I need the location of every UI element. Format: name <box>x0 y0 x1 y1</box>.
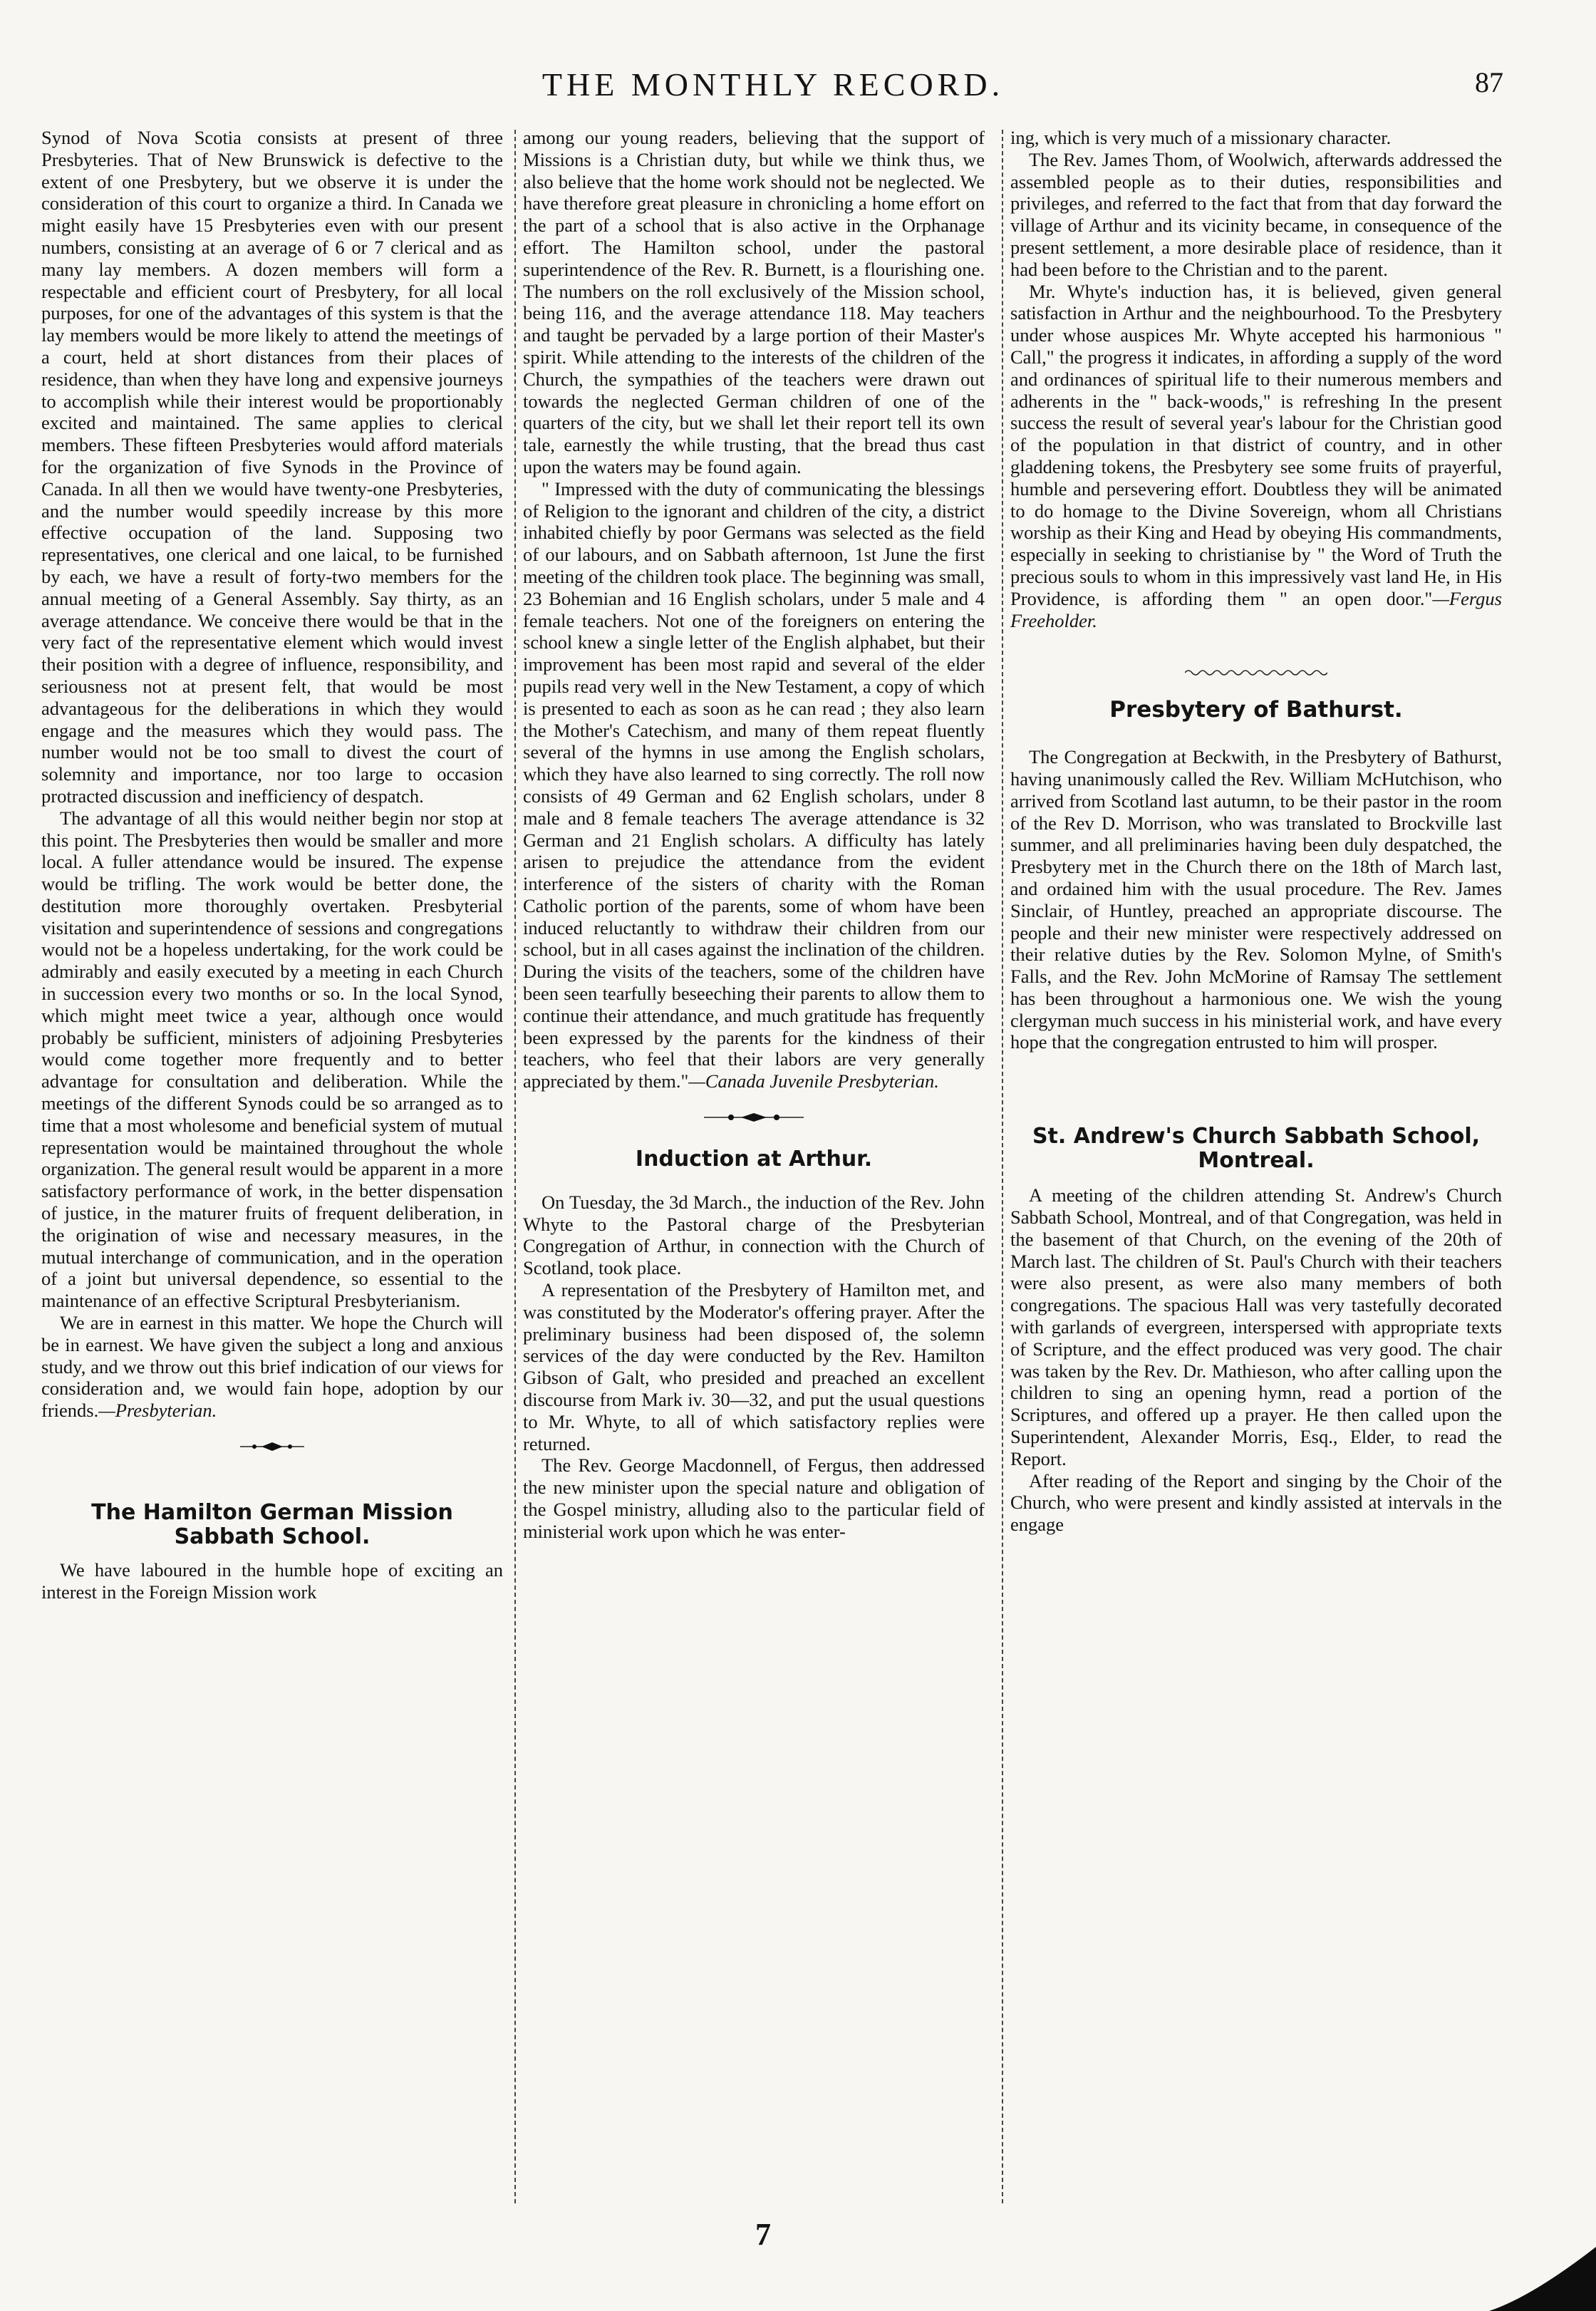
column-divider <box>1002 130 1003 2203</box>
article-paragraph: Synod of Nova Scotia consists at present of three Presbyteries. That of New Brunswick is defective to the extent of one Presbytery, but we observe it is under the consideration of this court to organize a third. In Canada we might easily have 15 Presbyteries even with our present numbers, consisting at an average of 6 or 7 clerical and as many lay members. A dozen members will form a respectable and efficient court of Presbytery, for all local purposes, for one of the advantages of this system is that the lay members would be more likely to attend the meetings of a court, held at short distances from their places of residence, than when they have long and expensive journeys to accomplish while their interest would be proportionably excited and maintained. The same applies to clerical members. These fifteen Presbyteries would afford materials for the organization of five Synods in the Province of Canada. In all then we would have twenty-one Presbyteries, and the number would speedily increase by this more effective occupation of the land. Supposing two representatives, one clerical and one laical, to be furnished by each, we have a result of forty-two members for the annual meeting of a General Assembly. Say thirty, as an average attendance. We conceive there would be that in the very fact of the representative element which would invest their position with a degree of influence, responsibility, and seriousness not at present felt, that would be most advantageous for the deliberations in which they would engage and the measures which they would pass. The number would not be too small to divest the court of solemnity and importance, nor too large to occasion protracted discussion and inefficiency of despatch. <box>41 127 503 807</box>
article-paragraph <box>523 478 985 1092</box>
article-paragraph: ing, which is very much of a missionary character. <box>1010 127 1392 148</box>
article-heading: St. Andrew's Church Sabbath School, Montreal. <box>1032 1124 1481 1174</box>
column-divider <box>514 130 516 2203</box>
section-ornament <box>523 1107 985 1129</box>
article-paragraph: The Rev. George Macdonnell, of Fergus, then addressed the new minister upon the special nature and obligation of the Gospel ministry, alluding also to the particular field of ministerial work upon which he was enter- <box>523 1454 985 1542</box>
article-paragraph <box>1010 281 1502 632</box>
article-paragraph: The advantage of all this would neither begin nor stop at this point. The Presbyteries then would be smaller and more local. A fuller attendance would be insured. The expense would be trifling. The work would be better done, the destitution more thoroughly overtaken. Presbyterial visitation and superintendence of sessions and congregations would not be a hopeless undertaking, for the work could be admirably and easily executed by a meeting in each Church in succession every two months or so. In the local Synod, which might meet twice a year, although once would probably be sufficient, ministers of adjoining Presbyteries would come together more frequently and to better advantage for consultation and deliberation. While the meetings of the different Synods could be so arranged as to time that a most wholesome and beneficial system of mutual representation would be maintained throughout the whole organization. The general result would be apparent in a more satisfactory performance of work, in the better dispensation of justice, in the maturer fruits of frequent deliberation, in the origination of wise and necessary measures, in the mutual interchange of communication, and in the operation of a joint but universal dependence, so essential to the maintenance of an effective Scriptural Presbyterianism. <box>41 807 503 1312</box>
source-credit: —Canada Juvenile Presbyterian. <box>688 1070 939 1092</box>
article-paragraph: After reading of the Report and singing by the Choir of the Church, who were present and kindly assisted at intervals in the engage <box>1010 1469 1502 1536</box>
paragraph-text: Mr. Whyte's induction has, it is believed, given general satisfaction in Arthur and the neighbourhood. To the Presbytery under whose auspices Mr. Whyte accepted his harmonious " Call," the progress it indicates, in affording a supply of the word and ordinances of spiritual life to their numerous members and adherents in the " back-woods," is refreshing In the present success the result of several year's labour for the Christian good of the population in that district of country, and in other gladdening tokens, the Presbytery see some fruits of prayerful, humble and persevering effort. Doubtless they will be animated to do homage to the Divine Sovereign, whom all Christians worship as their King and Head by obeying His commandments, especially in seeking to christianise by " the Word of Truth the precious souls to whom in this impressively vast land He, in His Providence, is affording them " an open door." <box>1010 280 1502 609</box>
source-credit: —Fergus Freeholder. <box>1010 587 1502 631</box>
source-credit: —Presbyterian. <box>98 1400 217 1422</box>
article-heading: The Hamilton German Mission Sabbath School. <box>91 1499 453 1549</box>
ornament-icon <box>240 1442 304 1452</box>
article-paragraph: A meeting of the children attending St. Andrew's Church Sabbath School, Montreal, and of that Congregation, was held in the basement of that Church, on the evening of the 20th of March last. The children of St. Paul's Church with their teachers were also present, as were also many members of both congregations. The spacious Hall was very tastefully decorated with garlands of evergreen, interspersed with appropriate texts of Scripture, and the effect produced was very good. The chair was taken by the Rev. Dr. Mathieson, who after calling upon the children to sing an opening hymn, read a portion of the Scriptures, and offered up a prayer. He then called upon the Superintendent, Alexander Morris, Esq., Elder, to read the Report. <box>1010 1184 1502 1469</box>
article-heading: Presbytery of Bathurst. <box>1109 697 1403 723</box>
article-paragraph: A representation of the Presbytery of Hamilton met, and was constituted by the Moderator's offering prayer. After the preliminary business had been disposed of, the solemn services of the day were conducted by the Rev. Hamilton Gibson of Galt, who presided and preached an excellent discourse from Mark iv. 30—32, and put the usual questions to Mr. Whyte, to all of which satisfactory replies were returned. <box>523 1279 985 1454</box>
paragraph-text: We are in earnest in this matter. We hope the Church will be in earnest. We have given the subject a long and anxious study, and we throw out this brief indication of our views for consideration and, we would fain hope, adoption by our friends. <box>41 1312 503 1422</box>
article-paragraph: On Tuesday, the 3d March., the induction of the Rev. John Whyte to the Pastoral charge of the Presbyterian Congregation of Arthur, in connection with the Church of Scotland, took place. <box>523 1191 985 1279</box>
page-curl-icon <box>1489 2247 1596 2311</box>
page-header <box>43 66 1503 108</box>
article-paragraph <box>41 1312 503 1422</box>
signature-mark: 7 <box>755 2217 771 2252</box>
article-heading: Induction at Arthur. <box>635 1146 873 1172</box>
paragraph-text: " Impressed with the duty of communicating the blessings of Religion to the ignorant and children of the city, a district inhabited chiefly by poor Germans was selected as the field of our labours, and on Sabbath afternoon, 1st June the first meeting of the children took place. The beginning was small, 23 Bohemian and 16 English scholars, under 5 male and 4 female teachers. Not one of the foreigners on entering the school knew a single letter of the English alphabet, but their improvement has been most rapid and several of the elder pupils read very well in the New Testament, a copy of which is presented to each as soon as he can read ; they also learn the Mother's Catechism, and many of them repeat fluently several of the hymns in use among the English scholars, which they have also learned to sing correctly. The roll now consists of 49 German and 62 English scholars, under 8 male and 8 female teachers The average attendance is 32 German and 21 English scholars. A difficulty has lately arisen to prejudice the attendance from the evident interference of the sisters of charity with the Roman Catholic portion of the parents, some of whom have been induced reluctantly to withdraw their children from our school, but in all cases against the inclination of the children. During the visits of the teachers, some of the children have been seen tearfully beseeching their parents to allow them to continue their attendance, and much gratitude has frequently been expressed by the parents for the kindness of their teachers, who feel that their labors are very generally appreciated by them." <box>523 477 985 1092</box>
article-paragraph: The Congregation at Beckwith, in the Presbytery of Bathurst, having unanimously called the Rev. William McHutchison, who arrived from Scotland last autumn, to be their pastor in the room of the Rev D. Morrison, who was translated to Brockville last summer, and all preliminaries having been duly despatched, the Presbytery met in the Church there on the 18th of March last, and ordained him with the usual procedure. The Rev. James Sinclair, of Huntley, preached an appropriate discourse. The people and their new minister were respectively addressed on their relative duties by the Rev. Solomon Mylne, of Smith's Falls, and the Rev. John McMorine of Ramsay The settlement has been throughout a harmonious one. We wish the young clergyman much success in his ministerial work, and have every hope that the congregation entrusted to him will prosper. <box>1010 746 1502 1053</box>
section-ornament <box>41 1436 503 1458</box>
article-paragraph: We have laboured in the humble hope of exciting an interest in the Foreign Mission work <box>41 1558 503 1603</box>
running-title: THE MONTHLY RECORD. <box>542 66 1005 103</box>
column-2 <box>523 127 985 1543</box>
article-paragraph: among our young readers, believing that the support of Missions is a Christian duty, but while we think thus, we also believe that the home work should not be neglected. We have therefore great pleasure in chronicling a home effort on the part of a school that is also active in the Orphanage effort. The Hamilton school, under the pastoral superintendence of the Rev. R. Burnett, is a flourishing one. The numbers on the roll exclusively of the Mission school, being 116, and the average attendance 118. May teachers and taught be pervaded by a large portion of their Master's spirit. While attending to the interests of the children of the Church, the sympathies of the teachers were drawn out towards the neglected German children of one of the quarters of the city, but we shall let their report tell its own tale, earnestly the while trusting, that the bread thus cast upon the waters may be found again. <box>523 127 985 477</box>
article-paragraph: The Rev. James Thom, of Woolwich, afterwards addressed the assembled people as to their duties, responsibilities and privileges, and referred to the fact that from that day forward the village of Arthur and its vicinity became, in consequence of the present settlement, a more desirable place of residence, than it had been before to the Christian and to the parent. <box>1010 148 1502 280</box>
page-number: 87 <box>1475 66 1503 98</box>
wavy-rule-icon <box>1185 668 1327 677</box>
column-1 <box>41 127 503 1603</box>
section-ornament <box>1010 660 1502 682</box>
column-3 <box>1010 127 1502 1536</box>
ornament-icon <box>704 1112 804 1122</box>
